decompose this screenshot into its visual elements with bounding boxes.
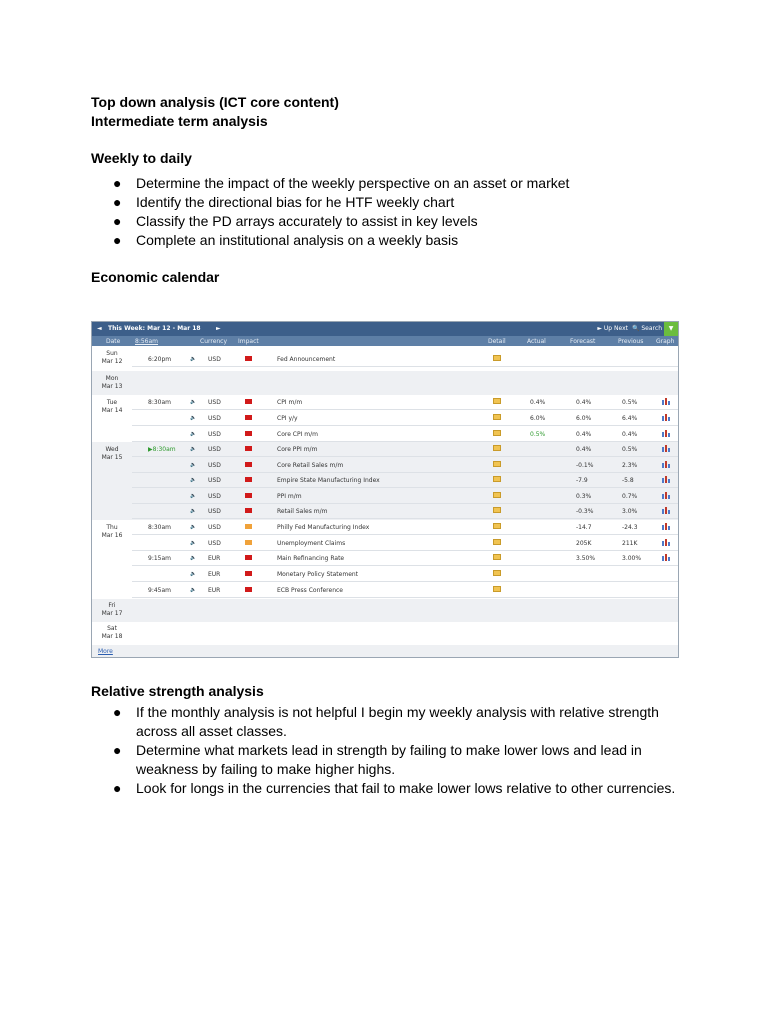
table-row[interactable]	[92, 506, 678, 516]
list-item: ● Identify the directional bias for he HTF weekly chart	[113, 194, 455, 210]
day-block-sun: Sun Mar 12	[101, 350, 123, 365]
list-item: ● Complete an institutional analysis on a weekly basis	[113, 232, 459, 248]
sound-icon: 🔈	[190, 571, 197, 577]
event-name: Fed Announcement	[277, 356, 336, 363]
day-block-wed: Wed Mar 15	[92, 442, 678, 520]
event-forecast: 0.4%	[576, 446, 592, 453]
event-name: Unemployment Claims	[277, 540, 346, 547]
day-block-mon: Mon Mar 13	[92, 371, 678, 395]
sound-icon: 🔈	[190, 446, 197, 452]
weekly-bullet-list	[91, 174, 691, 250]
event-name: CPI y/y	[277, 415, 298, 422]
graph-icon[interactable]	[662, 398, 670, 405]
event-forecast: -0.1%	[576, 462, 594, 469]
high-impact-icon	[245, 587, 252, 592]
event-time: 6:20pm	[148, 356, 172, 363]
graph-icon[interactable]	[662, 492, 670, 499]
economic-calendar-widget	[91, 321, 679, 658]
event-currency: USD	[208, 477, 221, 484]
col-graph: Graph	[656, 338, 675, 345]
event-forecast: 6.0%	[576, 415, 592, 422]
table-row[interactable]	[92, 413, 678, 423]
list-item: ● Classify the PD arrays accurately to assist in key levels	[113, 213, 478, 229]
event-previous: 211K	[622, 540, 638, 547]
event-name: ECB Press Conference	[277, 587, 343, 594]
col-impact: Impact	[238, 338, 259, 345]
event-forecast: 0.4%	[576, 399, 592, 406]
detail-folder-icon[interactable]	[493, 507, 501, 513]
event-forecast: -7.9	[576, 477, 588, 484]
high-impact-icon	[245, 555, 252, 560]
col-time[interactable]: 8:56am	[135, 338, 158, 345]
detail-folder-icon[interactable]	[493, 492, 501, 498]
sound-icon: 🔈	[190, 431, 197, 437]
high-impact-icon	[245, 399, 252, 404]
col-date: Date	[106, 338, 121, 345]
event-currency: USD	[208, 508, 221, 515]
more-row	[92, 645, 678, 657]
event-previous: 0.4%	[622, 431, 638, 438]
section-weekly-to-daily: Weekly to daily	[91, 150, 192, 166]
sound-icon: 🔈	[190, 540, 197, 546]
doc-title: Top down analysis (ICT core content)	[91, 94, 339, 110]
event-currency: EUR	[208, 587, 221, 594]
week-range-label: This Week: Mar 12 - Mar 18	[108, 325, 201, 332]
medium-impact-icon	[245, 524, 252, 529]
list-item: ● If the monthly analysis is not helpful I begin my weekly analysis with relative strength across all asset classes.	[113, 704, 659, 739]
event-name: Retail Sales m/m	[277, 508, 328, 515]
high-impact-icon	[245, 477, 252, 482]
table-row[interactable]	[92, 354, 678, 364]
sound-icon: 🔈	[190, 356, 197, 362]
up-next-button[interactable]: ► Up Next	[597, 325, 628, 332]
graph-icon[interactable]	[662, 507, 670, 514]
col-currency: Currency	[200, 338, 228, 345]
table-row[interactable]	[92, 569, 678, 579]
document-body	[91, 93, 691, 287]
table-row[interactable]	[92, 491, 678, 501]
event-name: CPI m/m	[277, 399, 303, 406]
event-currency: USD	[208, 540, 221, 547]
event-previous: 6.4%	[622, 415, 638, 422]
graph-icon[interactable]	[662, 476, 670, 483]
event-forecast: 0.3%	[576, 493, 592, 500]
event-currency: USD	[208, 356, 221, 363]
event-currency: EUR	[208, 555, 221, 562]
event-actual: 0.5%	[530, 431, 546, 438]
sound-icon: 🔈	[190, 508, 197, 514]
col-detail: Detail	[488, 338, 506, 345]
detail-folder-icon[interactable]	[493, 414, 501, 420]
sound-icon: 🔈	[190, 587, 197, 593]
event-previous: 0.5%	[622, 446, 638, 453]
relative-strength-section	[91, 682, 691, 798]
filter-icon[interactable]: ▼	[664, 322, 678, 336]
event-time: 9:15am	[148, 555, 171, 562]
event-previous: 2.3%	[622, 462, 638, 469]
event-time: 8:30am	[148, 399, 171, 406]
graph-icon[interactable]	[662, 445, 670, 452]
high-impact-icon	[245, 356, 252, 361]
event-name: Core Retail Sales m/m	[277, 462, 344, 469]
sound-icon: 🔈	[190, 415, 197, 421]
event-currency: USD	[208, 524, 221, 531]
table-row[interactable]	[92, 585, 678, 595]
detail-folder-icon[interactable]	[493, 539, 501, 545]
graph-icon[interactable]	[662, 523, 670, 530]
graph-icon[interactable]	[662, 414, 670, 421]
high-impact-icon	[245, 415, 252, 420]
event-time: ▶8:30am	[148, 446, 176, 453]
graph-icon[interactable]	[662, 554, 670, 561]
detail-folder-icon[interactable]	[493, 523, 501, 529]
event-previous: 0.7%	[622, 493, 638, 500]
event-actual: 6.0%	[530, 415, 546, 422]
detail-folder-icon[interactable]	[493, 398, 501, 404]
more-link[interactable]: More	[98, 648, 113, 655]
graph-icon[interactable]	[662, 461, 670, 468]
table-row[interactable]	[92, 475, 678, 485]
event-currency: EUR	[208, 571, 221, 578]
event-forecast: 3.50%	[576, 555, 596, 562]
detail-folder-icon[interactable]	[493, 586, 501, 592]
event-forecast: 205K	[576, 540, 592, 547]
detail-folder-icon[interactable]	[493, 461, 501, 467]
event-time: 8:30am	[148, 524, 171, 531]
high-impact-icon	[245, 446, 252, 451]
section-economic-calendar: Economic calendar	[91, 269, 220, 285]
event-name: Core PPI m/m	[277, 446, 318, 453]
event-currency: USD	[208, 446, 221, 453]
event-actual: 0.4%	[530, 399, 546, 406]
event-forecast: -0.3%	[576, 508, 594, 515]
event-currency: USD	[208, 493, 221, 500]
detail-folder-icon[interactable]	[493, 554, 501, 560]
day-block-fri: Fri Mar 17	[92, 599, 678, 622]
medium-impact-icon	[245, 540, 252, 545]
event-forecast: -14.7	[576, 524, 592, 531]
col-actual: Actual	[527, 338, 546, 345]
calendar-toolbar	[92, 322, 678, 336]
event-name: Main Refinancing Rate	[277, 555, 345, 562]
high-impact-icon	[245, 431, 252, 436]
relative-strength-list	[91, 703, 691, 798]
event-name: PPI m/m	[277, 493, 302, 500]
doc-subtitle: Intermediate term analysis	[91, 113, 268, 129]
event-currency: USD	[208, 431, 221, 438]
event-time: 9:45am	[148, 587, 171, 594]
search-button[interactable]: 🔍 Search	[632, 325, 662, 332]
table-row[interactable]	[92, 522, 678, 532]
list-item: ● Determine what markets lead in strength by failing to make lower lows and lead in weakness by failing to make higher highs.	[113, 742, 642, 777]
detail-folder-icon[interactable]	[493, 570, 501, 576]
calendar-header-row	[92, 336, 678, 346]
event-name: Core CPI m/m	[277, 431, 318, 438]
event-name: Empire State Manufacturing Index	[277, 477, 380, 484]
high-impact-icon	[245, 508, 252, 513]
sound-icon: 🔈	[190, 555, 197, 561]
detail-folder-icon[interactable]	[493, 355, 501, 361]
high-impact-icon	[245, 493, 252, 498]
sound-icon: 🔈	[190, 493, 197, 499]
table-row[interactable]	[92, 397, 678, 407]
event-name: Monetary Policy Statement	[277, 571, 359, 578]
event-previous: -5.8	[622, 477, 634, 484]
event-previous: 3.0%	[622, 508, 638, 515]
event-currency: USD	[208, 399, 221, 406]
event-currency: USD	[208, 415, 221, 422]
event-forecast: 0.4%	[576, 431, 592, 438]
event-name: Philly Fed Manufacturing Index	[277, 524, 370, 531]
section-relative-strength: Relative strength analysis	[91, 683, 264, 699]
detail-folder-icon[interactable]	[493, 476, 501, 482]
table-row[interactable]	[92, 538, 678, 548]
table-row[interactable]	[92, 553, 678, 563]
table-row[interactable]	[92, 429, 678, 439]
day-block-thu: Thu Mar 16	[101, 524, 123, 539]
table-row[interactable]	[92, 460, 678, 470]
prev-week-button[interactable]: ◄	[97, 325, 102, 332]
graph-icon[interactable]	[662, 539, 670, 546]
table-row[interactable]	[92, 444, 678, 454]
sound-icon: 🔈	[190, 462, 197, 468]
day-block-sat: Sat Mar 18	[101, 625, 123, 640]
list-item: ● Look for longs in the currencies that fail to make lower lows relative to other currencies.	[113, 780, 676, 796]
day-block-tue: Tue Mar 14	[101, 399, 123, 414]
sound-icon: 🔈	[190, 524, 197, 530]
high-impact-icon	[245, 462, 252, 467]
event-currency: USD	[208, 462, 221, 469]
col-forecast: Forecast	[570, 338, 596, 345]
graph-icon[interactable]	[662, 430, 670, 437]
sound-icon: 🔈	[190, 399, 197, 405]
detail-folder-icon[interactable]	[493, 430, 501, 436]
col-previous: Previous	[618, 338, 644, 345]
event-previous: 3.00%	[622, 555, 642, 562]
event-previous: 0.5%	[622, 399, 638, 406]
next-week-button[interactable]: ►	[216, 325, 221, 332]
list-item: ● Determine the impact of the weekly perspective on an asset or market	[113, 175, 570, 191]
detail-folder-icon[interactable]	[493, 445, 501, 451]
sound-icon: 🔈	[190, 477, 197, 483]
event-previous: -24.3	[622, 524, 638, 531]
high-impact-icon	[245, 571, 252, 576]
